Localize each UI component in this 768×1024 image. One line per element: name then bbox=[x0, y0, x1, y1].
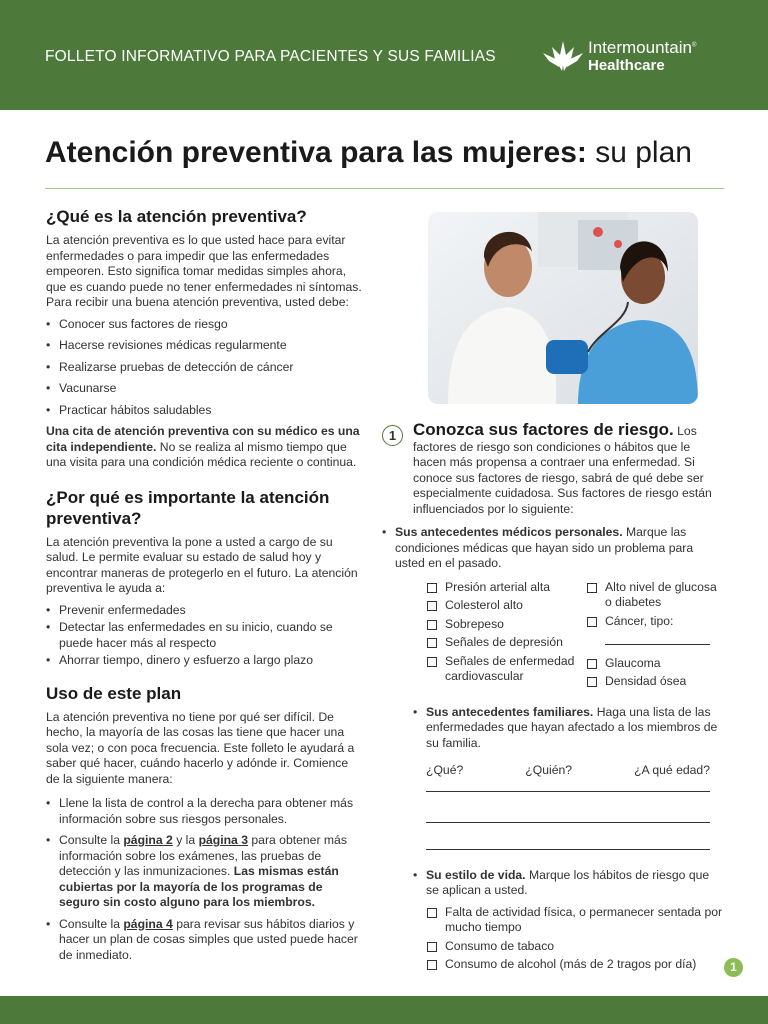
step-number-badge: 1 bbox=[382, 425, 403, 446]
section2-intro: La atención preventiva la pone a usted a cargo de su salud. Le permite evaluar su estado de salud hoy y encontrar maneras de protegerlo en el futuro. La atención preventiva le ayuda a: bbox=[46, 534, 358, 595]
text: para revisar sus hábitos diarios y hacer un plan de cosas simples que usted puede hacer de inmediato. bbox=[59, 916, 358, 962]
text: y la bbox=[172, 833, 199, 847]
family-entry-line[interactable] bbox=[426, 822, 710, 823]
personal-history bbox=[382, 525, 724, 572]
text: para obtener más información sobre los exámenes, las pruebas de detección y las inmunizaciones. bbox=[59, 833, 347, 878]
checkbox-item[interactable]: Sobrepeso bbox=[427, 617, 587, 633]
personal-bold: Sus antecedentes médicos personales. bbox=[395, 525, 623, 539]
doctor-patient-photo bbox=[428, 212, 698, 404]
list-item bbox=[413, 868, 724, 899]
checkbox-item[interactable]: Señales de depresión bbox=[427, 635, 587, 651]
link-page-4[interactable]: página 4 bbox=[123, 916, 173, 931]
section1-heading: ¿Qué es la atención preventiva? bbox=[46, 207, 307, 226]
logo-line2: Healthcare bbox=[588, 57, 665, 74]
step1 bbox=[382, 422, 724, 517]
link-page-3[interactable]: página 3 bbox=[198, 833, 249, 847]
family-history bbox=[413, 705, 724, 752]
note-bold: Una cita de atención preventiva con su médico es una cita independiente. bbox=[46, 424, 360, 454]
right-column bbox=[382, 422, 724, 976]
list-item: • Practicar hábitos saludables bbox=[46, 403, 364, 419]
lifestyle-bold: Su estilo de vida. bbox=[426, 867, 526, 882]
list-item: • Vacunarse bbox=[46, 381, 364, 397]
section1-intro: La atención preventiva es lo que usted hace para evitar enfermedades o para impedir que las enfermedades empeoren. Esto significa tomar medidas simples ahora, que es cuando puede no tener enfermedades ni síntomas. Para recibir una buena atención preventiva, usted debe: bbox=[46, 233, 362, 309]
list-item: • Hacerse revisiones médicas regularmente bbox=[46, 338, 364, 354]
lifestyle-text: Marque los hábitos de riesgo que se aplican a usted. bbox=[426, 867, 710, 897]
section2-heading: ¿Por qué es importante la atención preventiva? bbox=[46, 487, 330, 528]
step1-intro bbox=[382, 422, 724, 517]
checkbox-item[interactable]: Señales de enfermedad cardiovascular bbox=[427, 654, 587, 685]
logo-line1: Intermountain bbox=[588, 38, 692, 57]
family-text: Haga una lista de las enfermedades que hayan afectado a los miembros de su familia. bbox=[426, 704, 718, 750]
list-item bbox=[46, 917, 364, 964]
checkbox-item[interactable]: Glaucoma bbox=[587, 656, 717, 672]
col-what: ¿Qué? bbox=[426, 763, 464, 777]
list-item bbox=[46, 833, 364, 911]
checkbox-item[interactable]: Cáncer, tipo: bbox=[587, 614, 717, 630]
section3-list bbox=[46, 796, 364, 963]
list-item bbox=[413, 705, 724, 752]
title-bold: Atención preventiva para las mujeres: bbox=[45, 136, 587, 169]
title-divider bbox=[45, 188, 724, 189]
page-title bbox=[45, 136, 692, 170]
checklist-col-2 bbox=[587, 580, 717, 693]
family-table-header bbox=[426, 763, 710, 779]
family-entry-line[interactable] bbox=[426, 849, 710, 850]
lifestyle-checklist bbox=[427, 905, 724, 973]
cancer-type-blank[interactable] bbox=[587, 632, 717, 650]
section3-intro: La atención preventiva no tiene por qué ser difícil. De hecho, la mayoría de las cosas las tiene que hacer una sola vez; o con poca frecuencia. Este folleto le ayudará a saber qué hacer, cuándo hacerlo y adónde ir. Comience de la siguiente manera: bbox=[46, 709, 355, 786]
title-normal: su plan bbox=[586, 136, 692, 169]
section1-list bbox=[46, 317, 364, 419]
page-number: 1 bbox=[724, 958, 743, 977]
list-item: • Ahorrar tiempo, dinero y esfuerzo a largo plazo bbox=[46, 653, 364, 669]
text: Consulte la bbox=[59, 833, 124, 847]
section3-heading: Uso de este plan bbox=[46, 683, 182, 703]
checkbox-item[interactable]: Densidad ósea bbox=[587, 674, 717, 690]
checkbox-item[interactable]: Consumo de alcohol (más de 2 tragos por día) bbox=[427, 957, 724, 973]
list-item: • Llene la lista de control a la derecha para obtener más información sobre sus riesgos personales. bbox=[46, 796, 364, 827]
col-age: ¿A qué edad? bbox=[634, 763, 710, 777]
header-bar bbox=[0, 0, 768, 110]
checkbox-item[interactable]: Presión arterial alta bbox=[427, 580, 587, 596]
header-tagline: FOLLETO INFORMATIVO PARA PACIENTES Y SUS FAMILIAS bbox=[45, 48, 496, 65]
logo-icon bbox=[542, 41, 584, 71]
left-column bbox=[46, 206, 364, 969]
checkbox-item[interactable]: Colesterol alto bbox=[427, 598, 587, 614]
family-bold: Sus antecedentes familiares. bbox=[426, 704, 594, 719]
link-page-2[interactable]: página 2 bbox=[123, 833, 173, 847]
list-item: • Conocer sus factores de riesgo bbox=[46, 317, 364, 333]
step1-text: Los factores de riesgo son condiciones o hábitos que le hacen más propensa a contraer una enfermedad. Si conoce sus factores de riesgo, sabrá de qué debe ser especialmente cuidadosa. Sus factores de riesgo están influenciados por lo siguiente: bbox=[413, 424, 712, 516]
checkbox-item[interactable]: Consumo de tabaco bbox=[427, 939, 724, 955]
section1-note bbox=[46, 424, 364, 471]
checkbox-item[interactable]: Falta de actividad física, o permanecer sentada por mucho tiempo bbox=[427, 905, 724, 936]
personal-text: Marque las condiciones médicas que hayan sido un problema para usted en el pasado. bbox=[395, 525, 694, 570]
col-who: ¿Quién? bbox=[525, 763, 573, 777]
list-item: • Detectar las enfermedades en su inicio, cuando se puede hacer más al respecto bbox=[46, 620, 364, 651]
list-item: • Realizarse pruebas de detección de cáncer bbox=[46, 360, 364, 376]
text: Consulte la bbox=[59, 916, 124, 931]
footer-bar bbox=[0, 996, 768, 1024]
note-rest: No se realiza al mismo tiempo que una visita para una condición médica reciente o continua. bbox=[46, 439, 357, 469]
coverage-note: Las mismas están cubiertas por la mayoría de los programas de seguro sin costo alguno para los miembros. bbox=[59, 864, 339, 909]
personal-checklist bbox=[427, 580, 724, 693]
section2-list bbox=[46, 603, 364, 669]
checklist-col-1 bbox=[427, 580, 587, 693]
family-entry-line[interactable] bbox=[426, 791, 710, 792]
checkbox-item[interactable]: Alto nivel de glucosa o diabetes bbox=[587, 580, 717, 611]
list-item: • Prevenir enfermedades bbox=[46, 603, 364, 619]
logo-registered: ® bbox=[691, 42, 697, 49]
step1-title: Conozca sus factores de riesgo. bbox=[413, 420, 674, 439]
list-item bbox=[382, 525, 724, 572]
lifestyle bbox=[413, 868, 724, 899]
